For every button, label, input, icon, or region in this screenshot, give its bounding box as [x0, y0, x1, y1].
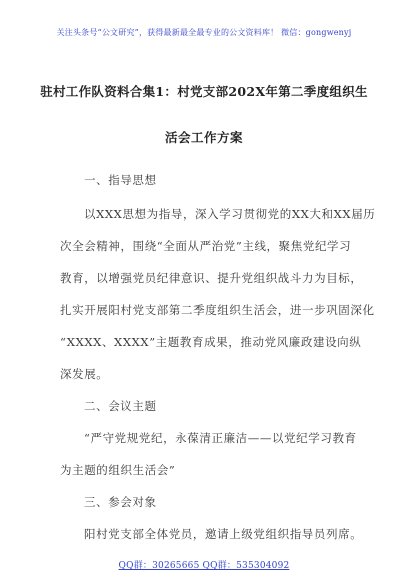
paragraph-line: 以XXX思想为指导，深入学习贯彻党的XX大和XX届历: [84, 207, 376, 221]
paragraph-line: “XXXX、XXXX”主题教育成果，推动党风廉政建设向纵: [60, 335, 362, 349]
paragraph-line: 扎实开展阳村党支部第二季度组织生活会，进一步巩固深化: [60, 303, 375, 317]
paragraph-line: “严守党规党纪，永葆清正廉洁——以党纪学习教育: [84, 431, 357, 445]
section-heading-meeting-theme: 二、会议主题: [84, 399, 157, 413]
paragraph-line: 次全会精神，围绕“全面从严治党”主线，聚焦党纪学习: [60, 239, 352, 253]
section-heading-participants: 三、参会对象: [84, 495, 157, 509]
header-banner: 关注头条号“公文研究”，获得最新最全最专业的公文资料库！ 微信：gongwenyj: [56, 28, 352, 37]
paragraph-line: 阳村党支部全体党员，邀请上级党组织指导员列席。: [84, 527, 363, 541]
document-title-line-2: 活会工作方案: [164, 130, 243, 145]
paragraph-line: 深发展。: [60, 367, 109, 381]
section-heading-guiding-ideology: 一、指导思想: [84, 173, 157, 187]
document-title-line-1: 驻村工作队资料合集1：村党支部202X年第二季度组织生: [40, 84, 368, 99]
footer-qq-groups[interactable]: QQ群：30265665 QQ群：535304092: [118, 561, 290, 571]
paragraph-line: 为主题的组织生活会”: [60, 463, 176, 477]
paragraph-line: 教育，以增强党员纪律意识、提升党组织战斗力为目标，: [60, 271, 363, 285]
